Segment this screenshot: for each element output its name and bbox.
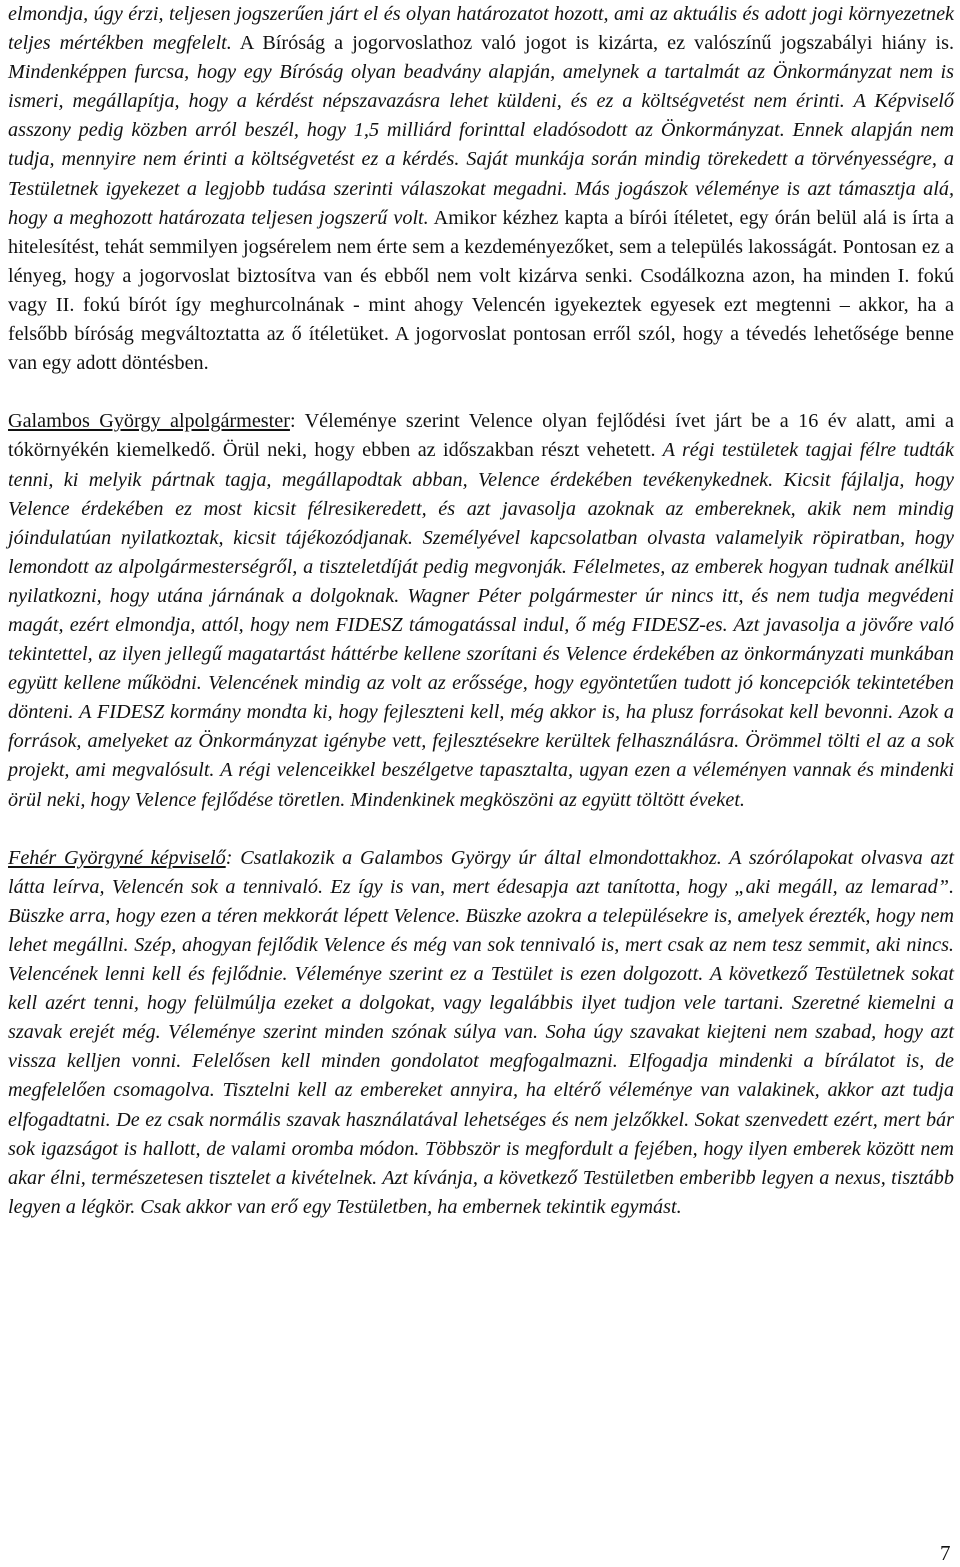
text-segment: Többször is megfordult a fejében, hogy ilyen emberek között nem akar élni, természetesen tisztelet a kivételnek. xyxy=(8,1137,954,1189)
text-segment: Büszke arra, hogy ezen a téren mekkorát lépett Velence. xyxy=(8,904,461,927)
text-segment: : Csatlakozik a Galambos György úr által elmondottakhoz. xyxy=(225,846,722,869)
text-segment: Ennek alapján nem tudja, mennyire nem érinti a költségvetést ez a kérdés. xyxy=(8,119,954,171)
text-segment: Mindenképpen furcsa, hogy egy Bíróság olyan beadvány alapján, amelynek a tartalmát az Önkormányzat nem is ismeri, megállapítja, hogy a kérdést népszavazásra lehet küldeni, és ez a költségvetést nem érinti. xyxy=(8,61,954,113)
text-segment: Sokat szenvedett ezért, mert bár sok igazságot is hallott, de valami oromba módon. xyxy=(8,1108,954,1160)
text-segment: Kicsit fájlalja, hogy Velence érdekében ez most kicsit félresikeredett, és azt javasolja azoknak az embereknek, akik nem mindig jóindulatúan nyilatkoztak, kicsit tájékozódjanak. xyxy=(8,468,954,549)
text-segment: Soha úgy szavakat kiejteni nem szabad, hogy azt vissza kelljen vonni. xyxy=(8,1021,954,1073)
text-segment: elmondja, úgy érzi, teljesen jogszerűen járt el és olyan határozatot hozott, ami az aktuális és adott jogi környezetnek teljes mértékben megfelelt. xyxy=(8,3,954,55)
text-segment: Szeretné kiemelni a szavak erejét még. xyxy=(8,992,954,1044)
text-segment: Azt kívánja, a következő Testületben emberibb legyen a nexus, tisztább legyen a légkör. xyxy=(8,1166,954,1218)
paragraph-court-decision xyxy=(8,0,954,378)
text-segment: Tisztelni kell az embereket annyira, ha eltérő véleménye van valakinek, akkor azt tudja elfogadtatni. xyxy=(8,1079,955,1131)
text-segment: Büszke azokra a településekre is, amelyek érezték, hogy nem lehet megállni. xyxy=(8,904,954,956)
text-segment: A régi velenceikkel beszélgetve tapasztalta, ugyan ezen a véleményen vannak és mindenki örül neki, hogy Velence fejlődése töretlen. xyxy=(8,759,954,811)
text-segment: A szórólapokat olvasva azt látta leírva, Velencén sok a tennivaló. xyxy=(8,846,954,898)
text-segment: Véleménye szerint minden szónak súlya van. xyxy=(160,1021,539,1044)
text-segment: Velencének lenni kell és fejlődnie. xyxy=(8,963,288,986)
text-segment: Szép, ahogyan fejlődik Velence és még van sok tennivaló is, mert csak az nem tesz semmit, aki nincs. xyxy=(128,934,954,956)
text-segment: Saját munkája során mindig törekedett a törvényességre, a Testületnek igyekezet a legjobb tudása szerinti válaszokat megadni. xyxy=(8,148,954,200)
text-segment: Félelmetes, az emberek hogyan tudnak anélkül nyilatkozni, hogy utána járnának a dolgoknak. xyxy=(8,555,954,607)
text-segment: Más jogászok véleménye is azt támasztja alá, hogy a meghozott határozata teljesen jogszerű volt. xyxy=(8,177,954,229)
text-segment: Személyével kapcsolatban olvasta valamelyik röpiratban, hogy lemondott az alpolgármesterségről, a tiszteletdíját pedig megvonják. xyxy=(8,526,954,578)
text-segment: Azok a források, amelyeket az Önkormányzat igénybe vett, fejlesztésekre kerültek felhasználásra. xyxy=(8,701,954,753)
text-segment: De ez csak normális szavak használatával lehetséges és nem jelzőkkel. xyxy=(110,1108,690,1131)
text-segment: A régi testületek tagjai félre tudták tenni, ki melyik pártnak tagja, megállapodtak abban, Velence érdekében tevékenykednek. xyxy=(8,439,954,491)
text-segment: Elfogadja mindenki a bírálatot is, de megfelelően csomagolva. xyxy=(8,1050,954,1102)
text-segment: A következő Testületnek sokat kell azért tenni, hogy felülmúlja ezeket a dolgokat, vagy legalábbis ilyet tudjon vele tartani. xyxy=(8,963,954,1015)
text-segment: Véleménye szerint ez a Testület is ezen dolgozott. xyxy=(287,963,704,986)
text-segment: : Véleménye szerint Velence olyan fejlődési ívet járt be a 16 év alatt, ami a tókörnyékén kiemelkedő. Örül neki, hogy ebben az időszakban részt vehetett. xyxy=(8,410,955,462)
text-segment: Mindenkinek megköszöni az együtt töltött éveket. xyxy=(345,788,745,811)
paragraph-feher-gyorgyne xyxy=(8,844,954,1222)
text-segment: A Bíróság a jogorvoslathoz való jogot is kizárta, ez valószínű jogszabályi hiány is. xyxy=(231,32,954,55)
document-page xyxy=(8,0,954,1222)
speaker-name: Galambos György alpolgármester xyxy=(8,410,290,433)
text-segment: Ez így is van, mert édesapja azt tanította, hogy „aki megáll, az lemarad”. xyxy=(323,875,954,898)
text-segment: Amikor kézhez kapta a bírói ítéletet, egy órán belül alá is írta a hitelesítést, tehát semmilyen jogsérelem nem érte sem a kezdeményezőket, sem a település lakosságát. Pontosan ez a lényeg, hogy a jogorvoslat biztosítva van és ebből nem volt kizárva senki. Csodálkozna azon, ha minden I. fokú vagy II. fokú bírót így meghurcolnának - mint ahogy Velencén igyekeztek egyesek ezt megtenni – akkor, ha a felsőbb bíróság megváltoztatta az ő ítéletüket. A jogorvoslat pontosan erről szól, hogy a tévedés lehetősége benne van egy adott döntésben. xyxy=(8,206,954,375)
page-number: 7 xyxy=(940,1541,951,1565)
text-segment: Örömmel tölti el az a sok projekt, ami megvalósult. xyxy=(8,730,954,782)
text-segment: Azt javasolja a jövőre való tekintettel, az ilyen jellegű magatartást háttérbe kellene szorítani és Velence érdekében az önkormányzati munkában együtt kellene működni. xyxy=(8,613,954,695)
paragraph-galambos-gyorgy xyxy=(8,407,954,814)
text-segment: A Képviselő asszony pedig közben arról beszél, hogy 1,5 milliárd forinttal eladósodott az Önkormányzat. xyxy=(8,90,954,142)
text-segment: Velencének mindig az volt az erőssége, hogy egyöntetűen tudott jó koncepciók tekintetében dönteni. xyxy=(8,672,955,724)
text-segment: Felelősen kell minden gondolatot megfogalmazni. xyxy=(181,1050,618,1073)
speaker-name: Fehér Györgyné képviselő xyxy=(8,846,226,869)
text-segment: Wagner Péter polgármester úr nincs itt, és nem tudja megvédeni magát, ezért elmondja, attól, hogy nem FIDESZ támogatással indul, ő még FIDESZ-es. xyxy=(8,584,954,636)
text-segment: Csak akkor van erő egy Testületben, ha embernek tekintik egymást. xyxy=(135,1195,682,1218)
text-segment: A FIDESZ kormány mondta ki, hogy fejleszteni kell, még akkor is, ha plusz forrásokat kell bevonni. xyxy=(73,701,894,724)
